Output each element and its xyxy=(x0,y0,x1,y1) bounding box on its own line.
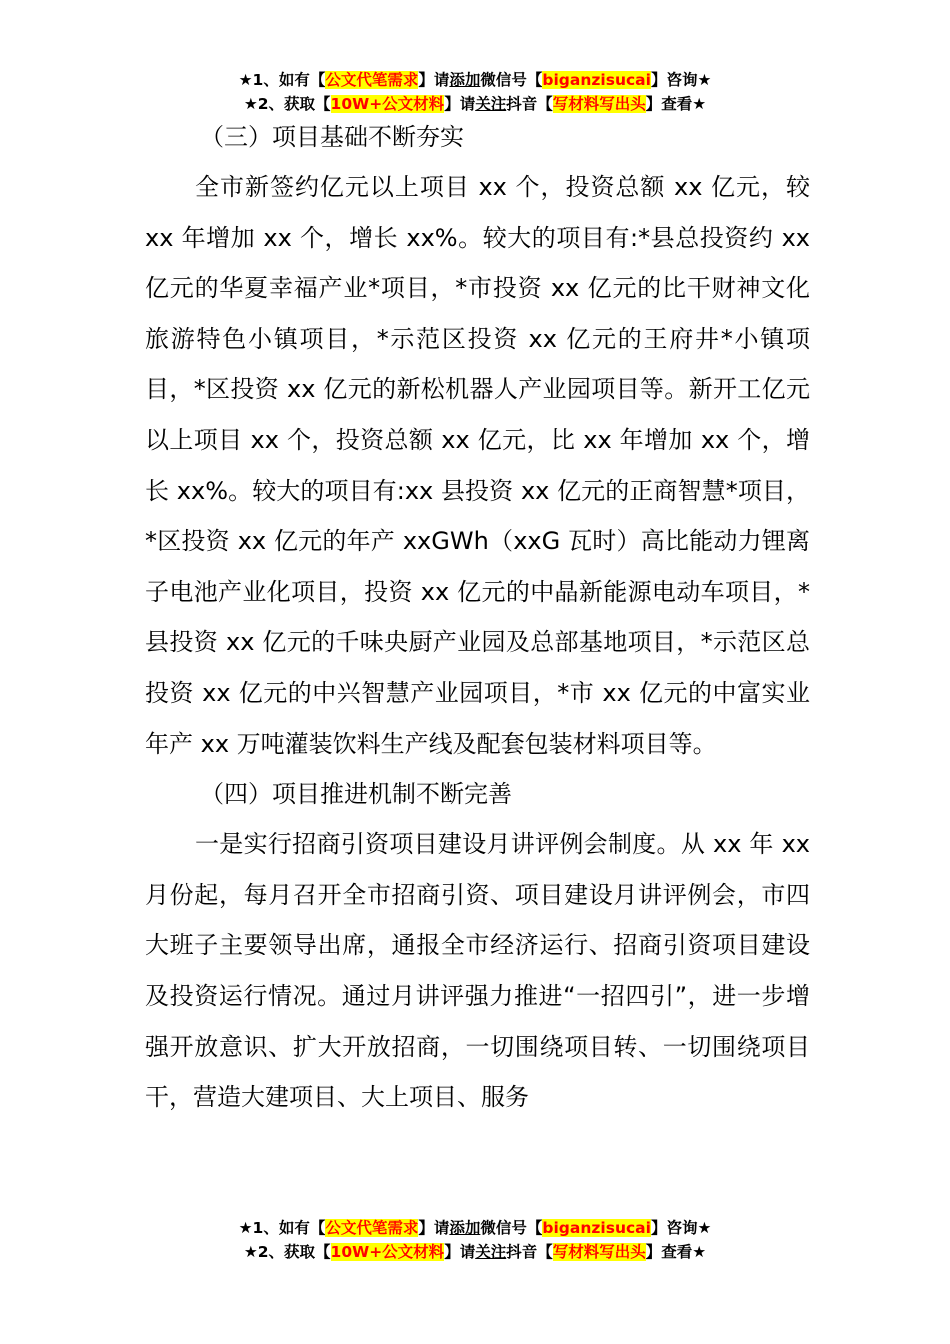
notice-text: ★2、获取【 xyxy=(243,95,331,113)
section-heading-3: （三）项目基础不断夯实 xyxy=(200,123,464,151)
notice-text: 微信号【 xyxy=(480,1219,543,1237)
notice-text: 】查看★ xyxy=(645,1243,707,1261)
notice-line-1 xyxy=(0,1216,950,1240)
notice-text: 抖音【 xyxy=(506,1243,553,1261)
notice-text: 】查看★ xyxy=(645,95,707,113)
notice-text: 】请 xyxy=(444,95,476,113)
highlight-service: 公文代笔需求 xyxy=(325,1219,419,1237)
notice-text: 抖音【 xyxy=(506,95,553,113)
highlight-wechat-id: biganzisucai xyxy=(542,1219,651,1237)
underlined-word: 添加 xyxy=(449,71,481,89)
highlight-materials: 10W+公文材料 xyxy=(330,1243,445,1261)
notice-text: 微信号【 xyxy=(480,71,543,89)
underlined-word: 添加 xyxy=(449,1219,481,1237)
highlight-douyin-account: 写材料写出头 xyxy=(552,95,646,113)
notice-text: 】咨询★ xyxy=(650,1219,712,1237)
section-paragraph-3: 全市新签约亿元以上项目 xx 个，投资总额 xx 亿元，较 xx 年增加 xx 个，增长 xx%。较大的项目有:*县总投资约 xx 亿元的华夏幸福产业*项目，*市投资 xx 亿元的比干财神文化旅游特色小镇项目，*示范区投资 xx 亿元的王府井*小镇项目，*区投资 xx 亿元的新松机器人产业园项目等。新开工亿元以上项目 xx 个，投资总额 xx 亿元，比 xx 年增加 xx 个，增长 xx%。较大的项目有:xx 县投资 xx 亿元的正商智慧*项目，*区投资 xx 亿元的年产 xxGWh（xxG 瓦时）高比能动力锂离子电池产业化项目，投资 xx 亿元的中晶新能源电动车项目，*县投资 xx 亿元的千味央厨产业园及总部基地项目，*示范区总投资 xx 亿元的中兴智慧产业园项目，*市 xx 亿元的中富实业年产 xx 万吨灌装饮料生产线及配套包装材料项目等。 xyxy=(145,173,810,758)
notice-text: ★1、如有【 xyxy=(238,71,326,89)
document-body xyxy=(145,112,810,1123)
notice-text: 】请 xyxy=(444,1243,476,1261)
highlight-douyin-account: 写材料写出头 xyxy=(552,1243,646,1261)
highlight-service: 公文代笔需求 xyxy=(325,71,419,89)
notice-line-2 xyxy=(0,1240,950,1264)
notice-text: 】咨询★ xyxy=(650,71,712,89)
header-notice xyxy=(0,68,950,116)
notice-text: 】请 xyxy=(418,1219,450,1237)
notice-text: ★1、如有【 xyxy=(238,1219,326,1237)
notice-text: 】请 xyxy=(418,71,450,89)
footer-notice xyxy=(0,1216,950,1264)
section-heading-4: （四）项目推进机制不断完善 xyxy=(200,780,512,809)
notice-line-1 xyxy=(0,68,950,92)
highlight-materials: 10W+公文材料 xyxy=(330,95,445,113)
underlined-word: 关注 xyxy=(475,1243,507,1261)
section-paragraph-4: 一是实行招商引资项目建设月讲评例会制度。从 xx 年 xx 月份起，每月召开全市招商引资、项目建设月讲评例会，市四大班子主要领导出席，通报全市经济运行、招商引资项目建设及投资运行情况。通过月讲评强力推进“一招四引”，进一步增强开放意识、扩大开放招商，一切围绕项目转、一切围绕项目干，营造大建项目、大上项目、服务 xyxy=(145,830,810,1112)
notice-text: ★2、获取【 xyxy=(243,1243,331,1261)
underlined-word: 关注 xyxy=(475,95,507,113)
highlight-wechat-id: biganzisucai xyxy=(542,71,651,89)
